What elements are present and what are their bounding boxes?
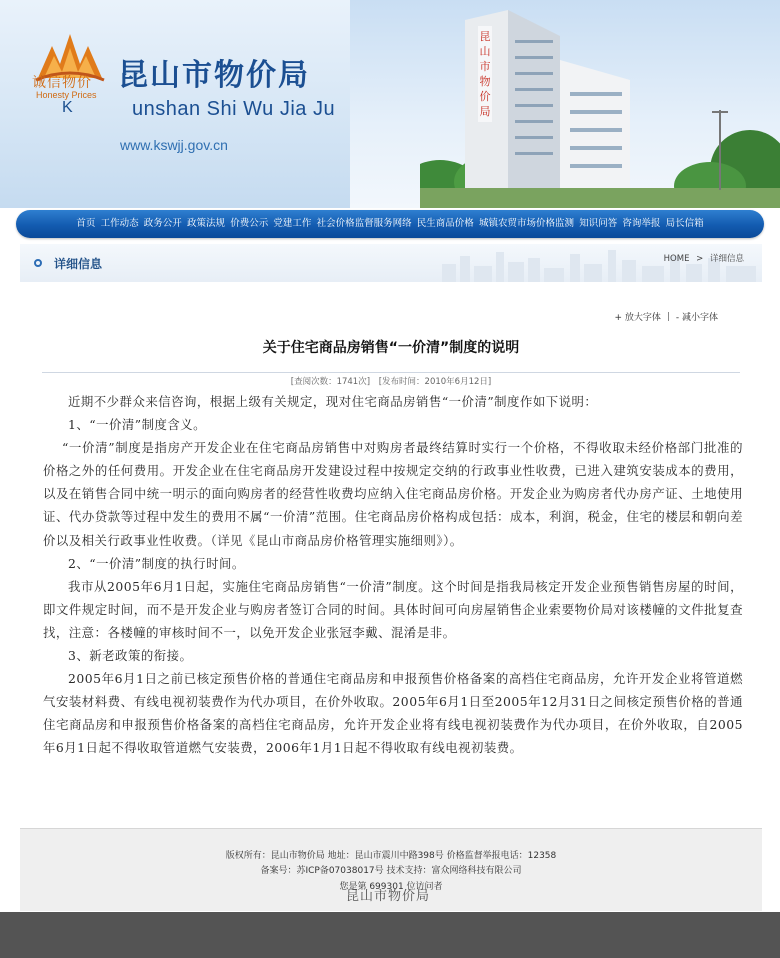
- nav-item-work-news[interactable]: 工作动态: [100, 218, 139, 229]
- enlarge-font-button[interactable]: + 放大字体: [614, 313, 661, 323]
- page-bottom-band: [0, 912, 780, 958]
- site-header: [0, 0, 780, 208]
- svg-text:昆: 昆: [479, 30, 491, 43]
- svg-text:局: 局: [479, 105, 491, 118]
- logo-text-cn: 诚信物价: [32, 75, 92, 91]
- section-bullet-icon: [34, 259, 42, 267]
- breadcrumb-bar: [20, 244, 762, 283]
- article-paragraph: 我市从2005年6月1日起，实施住宅商品房销售“一价清”制度。这个时间是指我局核定开发企业预售销售房屋的时间，即文件规定时间，而不是开发企业与购房者签订合同的时间。具体时间可向房屋销售企业索要物价局对该楼幢的文件批复查找，注意：各楼幢的审核时间不一，以免开发企业张冠李戴、混淆是非。: [43, 578, 743, 640]
- footer-visitor-count: 您是第 699301 位访问者: [339, 882, 443, 892]
- main-nav: [16, 210, 764, 238]
- footer-copyright: 版权所有：昆山市物价局 地址：昆山市震川中路398号 价格监督举报电话：12358: [225, 851, 557, 861]
- publish-date: [发布时间：2010年6月12日]: [378, 377, 492, 387]
- section-title: 详细信息: [54, 257, 103, 271]
- site-title: 昆山市物价局: [118, 58, 310, 93]
- breadcrumb-home-link[interactable]: HOME: [663, 254, 690, 264]
- site-footer: [20, 828, 762, 911]
- svg-text:山: 山: [479, 45, 491, 58]
- font-size-controls: [614, 310, 718, 323]
- view-count: [查阅次数：1741次]: [290, 377, 371, 387]
- site-subtitle: unshan Shi Wu Jia Ju: [132, 98, 336, 120]
- site-url: www.kswjj.gov.cn: [120, 137, 228, 153]
- nav-item-gov-affairs[interactable]: 政务公开: [143, 218, 182, 229]
- nav-item-price-notice[interactable]: 价费公示: [230, 218, 269, 229]
- footer-icp: 备案号：苏ICP备07038017号 技术支持：富众网络科技有限公司: [260, 866, 522, 876]
- article-paragraph: “一价清”制度是指房产开发企业在住宅商品房销售中对购房者最终结算时实行一个价格，不得收取未经价格部门批准的价格之外的任何费用。开发企业在住宅商品房开发建设过程中按规定交纳的行政事业性收费，已进入建筑安装成本的费用，以及在销售合同中统一明示的面向购房者的经营性收费均应纳入住宅商品房价格。开发企业为购房者代办房产证、土地使用证、代办贷款等过程中发生的费用不属“一价清”范围。住宅商品房价格构成包括：成本，利润，税金，住宅的楼层和朝向差价以及相关行政事业性收费。（详见《昆山市商品房价格管理实施细则》）。: [43, 440, 743, 548]
- article-paragraph: 2005年6月1日之前已核定预售价格的普通住宅商品房和申报预售价格备案的高档住宅商品房，允许开发企业将管道燃气安装材料费、有线电视初装费作为代办项目，在价外收取。2005年6月1日至2005年12月31日之间核定预售价格的普通住宅商品房和申报预售价格备案的高档住宅商品房，允许开发企业将有线电视初装费作为代办项目，在价外收取，自2005年6月1日起不得收取管道燃气安装费，2006年1月1日起不得收取有线电视初装费。: [43, 671, 743, 756]
- nav-item-policies[interactable]: 政策法规: [186, 218, 225, 229]
- breadcrumb-current: 详细信息: [709, 254, 744, 264]
- article-body: [43, 390, 743, 760]
- font-control-separator: |: [666, 311, 670, 322]
- nav-item-livelihood-prices[interactable]: 民生商品价格: [416, 218, 474, 229]
- nav-item-director-mailbox[interactable]: 局长信箱: [665, 218, 704, 229]
- article-meta: [20, 375, 762, 387]
- article-container: [20, 282, 762, 828]
- nav-item-price-supervision[interactable]: 社会价格监督服务网络: [316, 218, 412, 229]
- bureau-building-image: [420, 0, 780, 208]
- nav-list: [74, 210, 706, 238]
- nav-item-party-work[interactable]: 党建工作: [273, 218, 312, 229]
- article-paragraph: 1、“一价清”制度含义。: [68, 417, 207, 433]
- article-paragraph: 3、新老政策的衔接。: [68, 648, 193, 664]
- svg-text:市: 市: [479, 60, 491, 73]
- nav-item-market-monitoring[interactable]: 城镇农贸市场价格监测: [479, 218, 575, 229]
- article-paragraph: 2、“一价清”制度的执行时间。: [68, 555, 245, 571]
- footer-stamp: 昆山市物价局: [346, 889, 431, 904]
- nav-item-home[interactable]: 首页: [76, 218, 96, 229]
- breadcrumb: [662, 252, 746, 264]
- svg-text:物: 物: [479, 75, 491, 88]
- article-title: 关于住宅商品房销售“一价清”制度的说明: [262, 340, 520, 356]
- nav-item-qa[interactable]: 知识问答: [579, 218, 618, 229]
- shrink-font-button[interactable]: - 减小字体: [675, 313, 718, 323]
- logo-k: K: [62, 99, 73, 116]
- article-paragraph: 近期不少群众来信咨询，根据上级有关规定，现对住宅商品房销售“一价清”制度作如下说明：: [68, 394, 598, 409]
- logo-text-en: Honesty Prices: [36, 90, 97, 100]
- nav-item-report[interactable]: 咨询举报: [622, 218, 661, 229]
- breadcrumb-separator: >: [696, 254, 704, 264]
- svg-text:价: 价: [479, 90, 491, 103]
- title-divider: [42, 372, 740, 373]
